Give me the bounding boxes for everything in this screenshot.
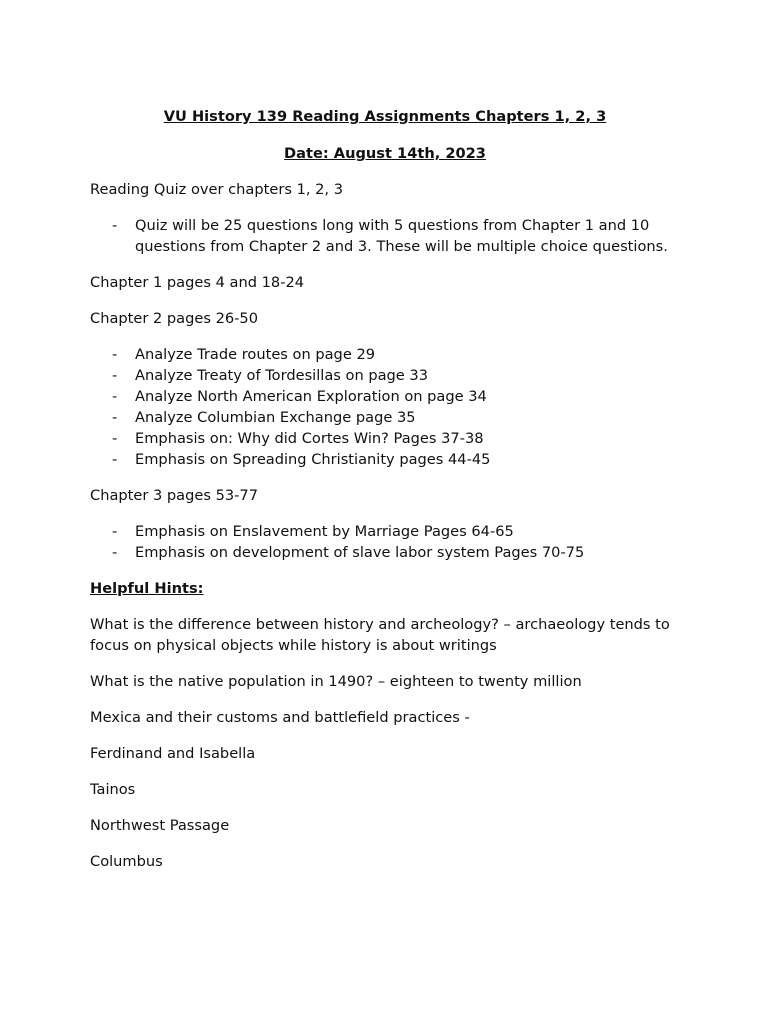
dash-bullet: - bbox=[112, 451, 118, 468]
hint-paragraph: Tainos bbox=[90, 781, 136, 798]
quiz-heading: Reading Quiz over chapters 1, 2, 3 bbox=[90, 181, 343, 198]
list-item-text: Emphasis on Enslavement by Marriage Pages 64-65 bbox=[135, 523, 514, 540]
dash-bullet: - bbox=[112, 346, 118, 363]
hint-paragraph: What is the native population in 1490? – eighteen to twenty million bbox=[90, 673, 582, 690]
hint-paragraph: Columbus bbox=[90, 853, 163, 870]
dash-bullet: - bbox=[112, 430, 118, 447]
list-item-text: Emphasis on: Why did Cortes Win? Pages 37-38 bbox=[135, 430, 484, 447]
list-item-text: Analyze Treaty of Tordesillas on page 33 bbox=[135, 367, 428, 384]
list-item bbox=[90, 386, 680, 407]
chapter1-heading: Chapter 1 pages 4 and 18-24 bbox=[90, 274, 305, 291]
hint-paragraph: Northwest Passage bbox=[90, 817, 230, 834]
list-item-text: Analyze Trade routes on page 29 bbox=[135, 346, 376, 363]
list-item bbox=[90, 407, 680, 428]
list-item bbox=[90, 521, 680, 542]
list-item bbox=[90, 215, 680, 257]
document-title: VU History 139 Reading Assignments Chapters 1, 2, 3 bbox=[163, 108, 607, 125]
list-item-text: Quiz will be 25 questions long with 5 questions from Chapter 1 and 10 questions from Chapter 2 and 3. These will be multiple choice questions. bbox=[135, 217, 668, 255]
dash-bullet: - bbox=[112, 409, 118, 426]
list-item bbox=[90, 344, 680, 365]
dash-bullet: - bbox=[112, 544, 118, 561]
hint-paragraph: Ferdinand and Isabella bbox=[90, 745, 256, 762]
dash-bullet: - bbox=[112, 367, 118, 384]
list-item bbox=[90, 542, 680, 563]
document-date: Date: August 14th, 2023 bbox=[284, 145, 486, 162]
dash-bullet: - bbox=[112, 523, 118, 540]
chapter3-list bbox=[90, 521, 680, 563]
list-item-text: Analyze Columbian Exchange page 35 bbox=[135, 409, 416, 426]
chapter2-heading: Chapter 2 pages 26-50 bbox=[90, 310, 259, 327]
document-page bbox=[90, 106, 680, 872]
hint-paragraph: What is the difference between history and archeology? – archaeology tends to focus on physical objects while history is about writings bbox=[90, 616, 670, 654]
list-item-text: Emphasis on Spreading Christianity pages 44-45 bbox=[135, 451, 491, 468]
quiz-list bbox=[90, 215, 680, 257]
chapter3-heading: Chapter 3 pages 53-77 bbox=[90, 487, 259, 504]
list-item bbox=[90, 428, 680, 449]
chapter2-list bbox=[90, 344, 680, 470]
hint-paragraph: Mexica and their customs and battlefield practices - bbox=[90, 709, 470, 726]
dash-bullet: - bbox=[112, 217, 118, 234]
list-item-text: Emphasis on development of slave labor system Pages 70-75 bbox=[135, 544, 585, 561]
list-item-text: Analyze North American Exploration on page 34 bbox=[135, 388, 487, 405]
list-item bbox=[90, 449, 680, 470]
dash-bullet: - bbox=[112, 388, 118, 405]
list-item bbox=[90, 365, 680, 386]
hints-heading: Helpful Hints: bbox=[90, 580, 204, 597]
